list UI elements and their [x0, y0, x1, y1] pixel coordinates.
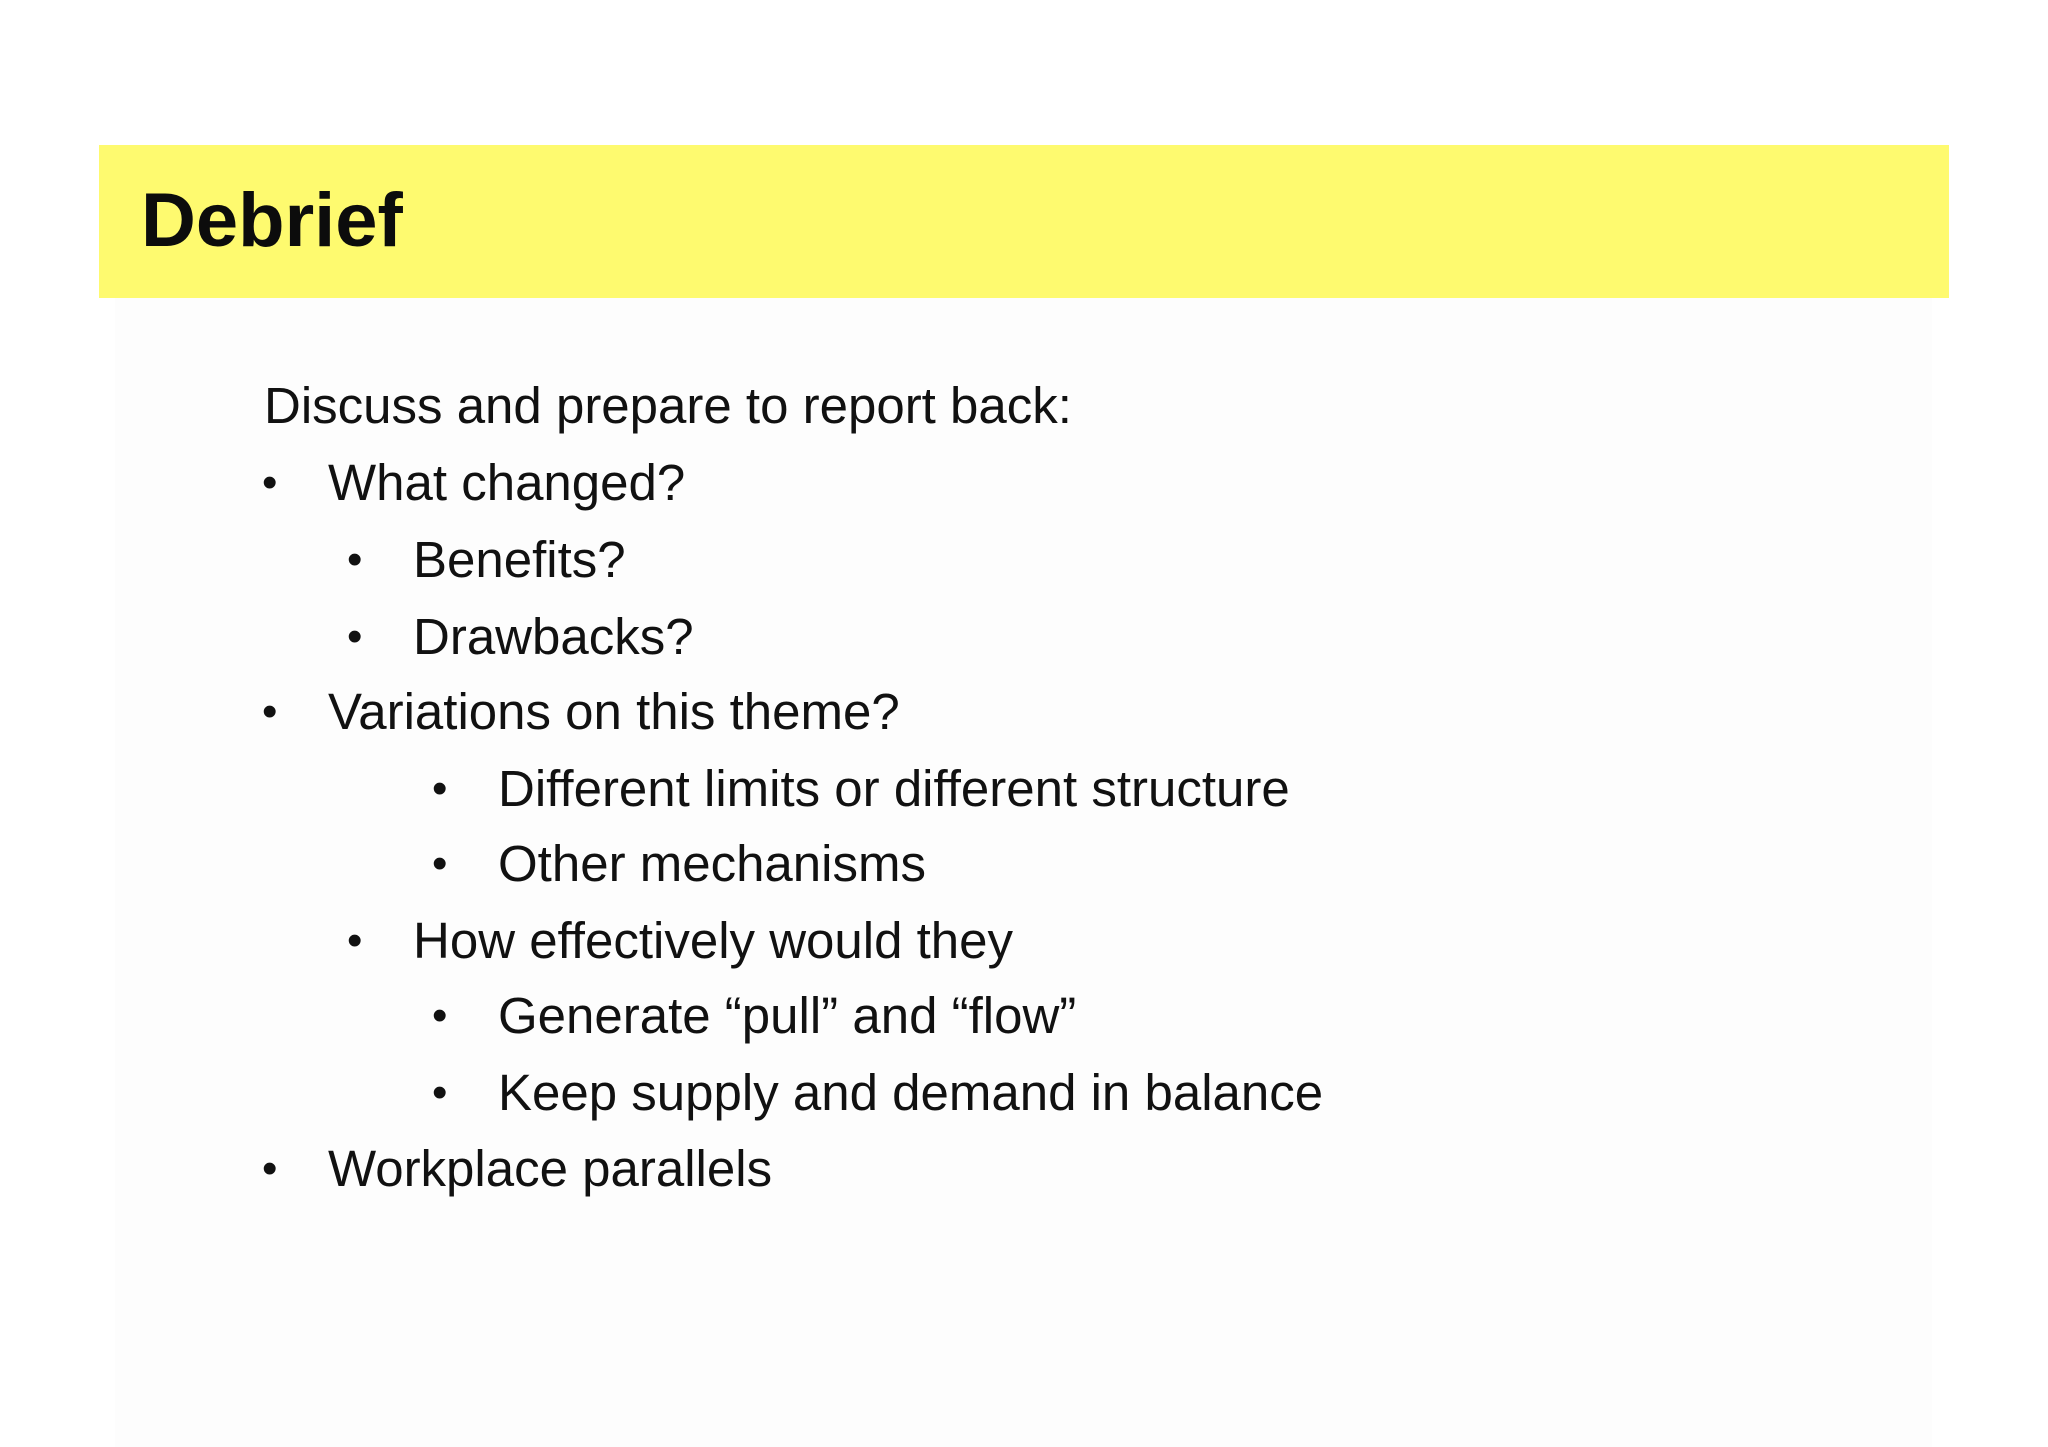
list-item-text: Drawbacks? — [413, 608, 694, 665]
bullet-icon: • — [347, 916, 363, 965]
list-item-text: Benefits? — [413, 531, 626, 588]
bullet-icon: • — [432, 764, 448, 813]
bullet-icon: • — [347, 535, 363, 584]
list-item-text: Keep supply and demand in balance — [498, 1064, 1324, 1121]
bullet-icon: • — [262, 1144, 278, 1193]
bullet-icon: • — [262, 458, 278, 507]
title-bar — [99, 145, 1949, 298]
bullet-icon: • — [432, 991, 448, 1040]
list-item-text: What changed? — [328, 454, 686, 511]
slide-title: Debrief — [141, 178, 403, 263]
list-item-text: How effectively would they — [413, 912, 1014, 969]
bullet-icon: • — [347, 612, 363, 661]
list-item-text: Different limits or different structure — [498, 760, 1290, 817]
bullet-icon: • — [432, 1068, 448, 1117]
list-item-text: Generate “pull” and “flow” — [498, 987, 1077, 1044]
bullet-icon: • — [432, 839, 448, 888]
intro-text: Discuss and prepare to report back: — [264, 377, 1072, 434]
list-item-text: Workplace parallels — [328, 1140, 773, 1197]
bullet-icon: • — [262, 687, 278, 736]
list-item-text: Other mechanisms — [498, 835, 926, 892]
list-item-text: Variations on this theme? — [328, 683, 900, 740]
